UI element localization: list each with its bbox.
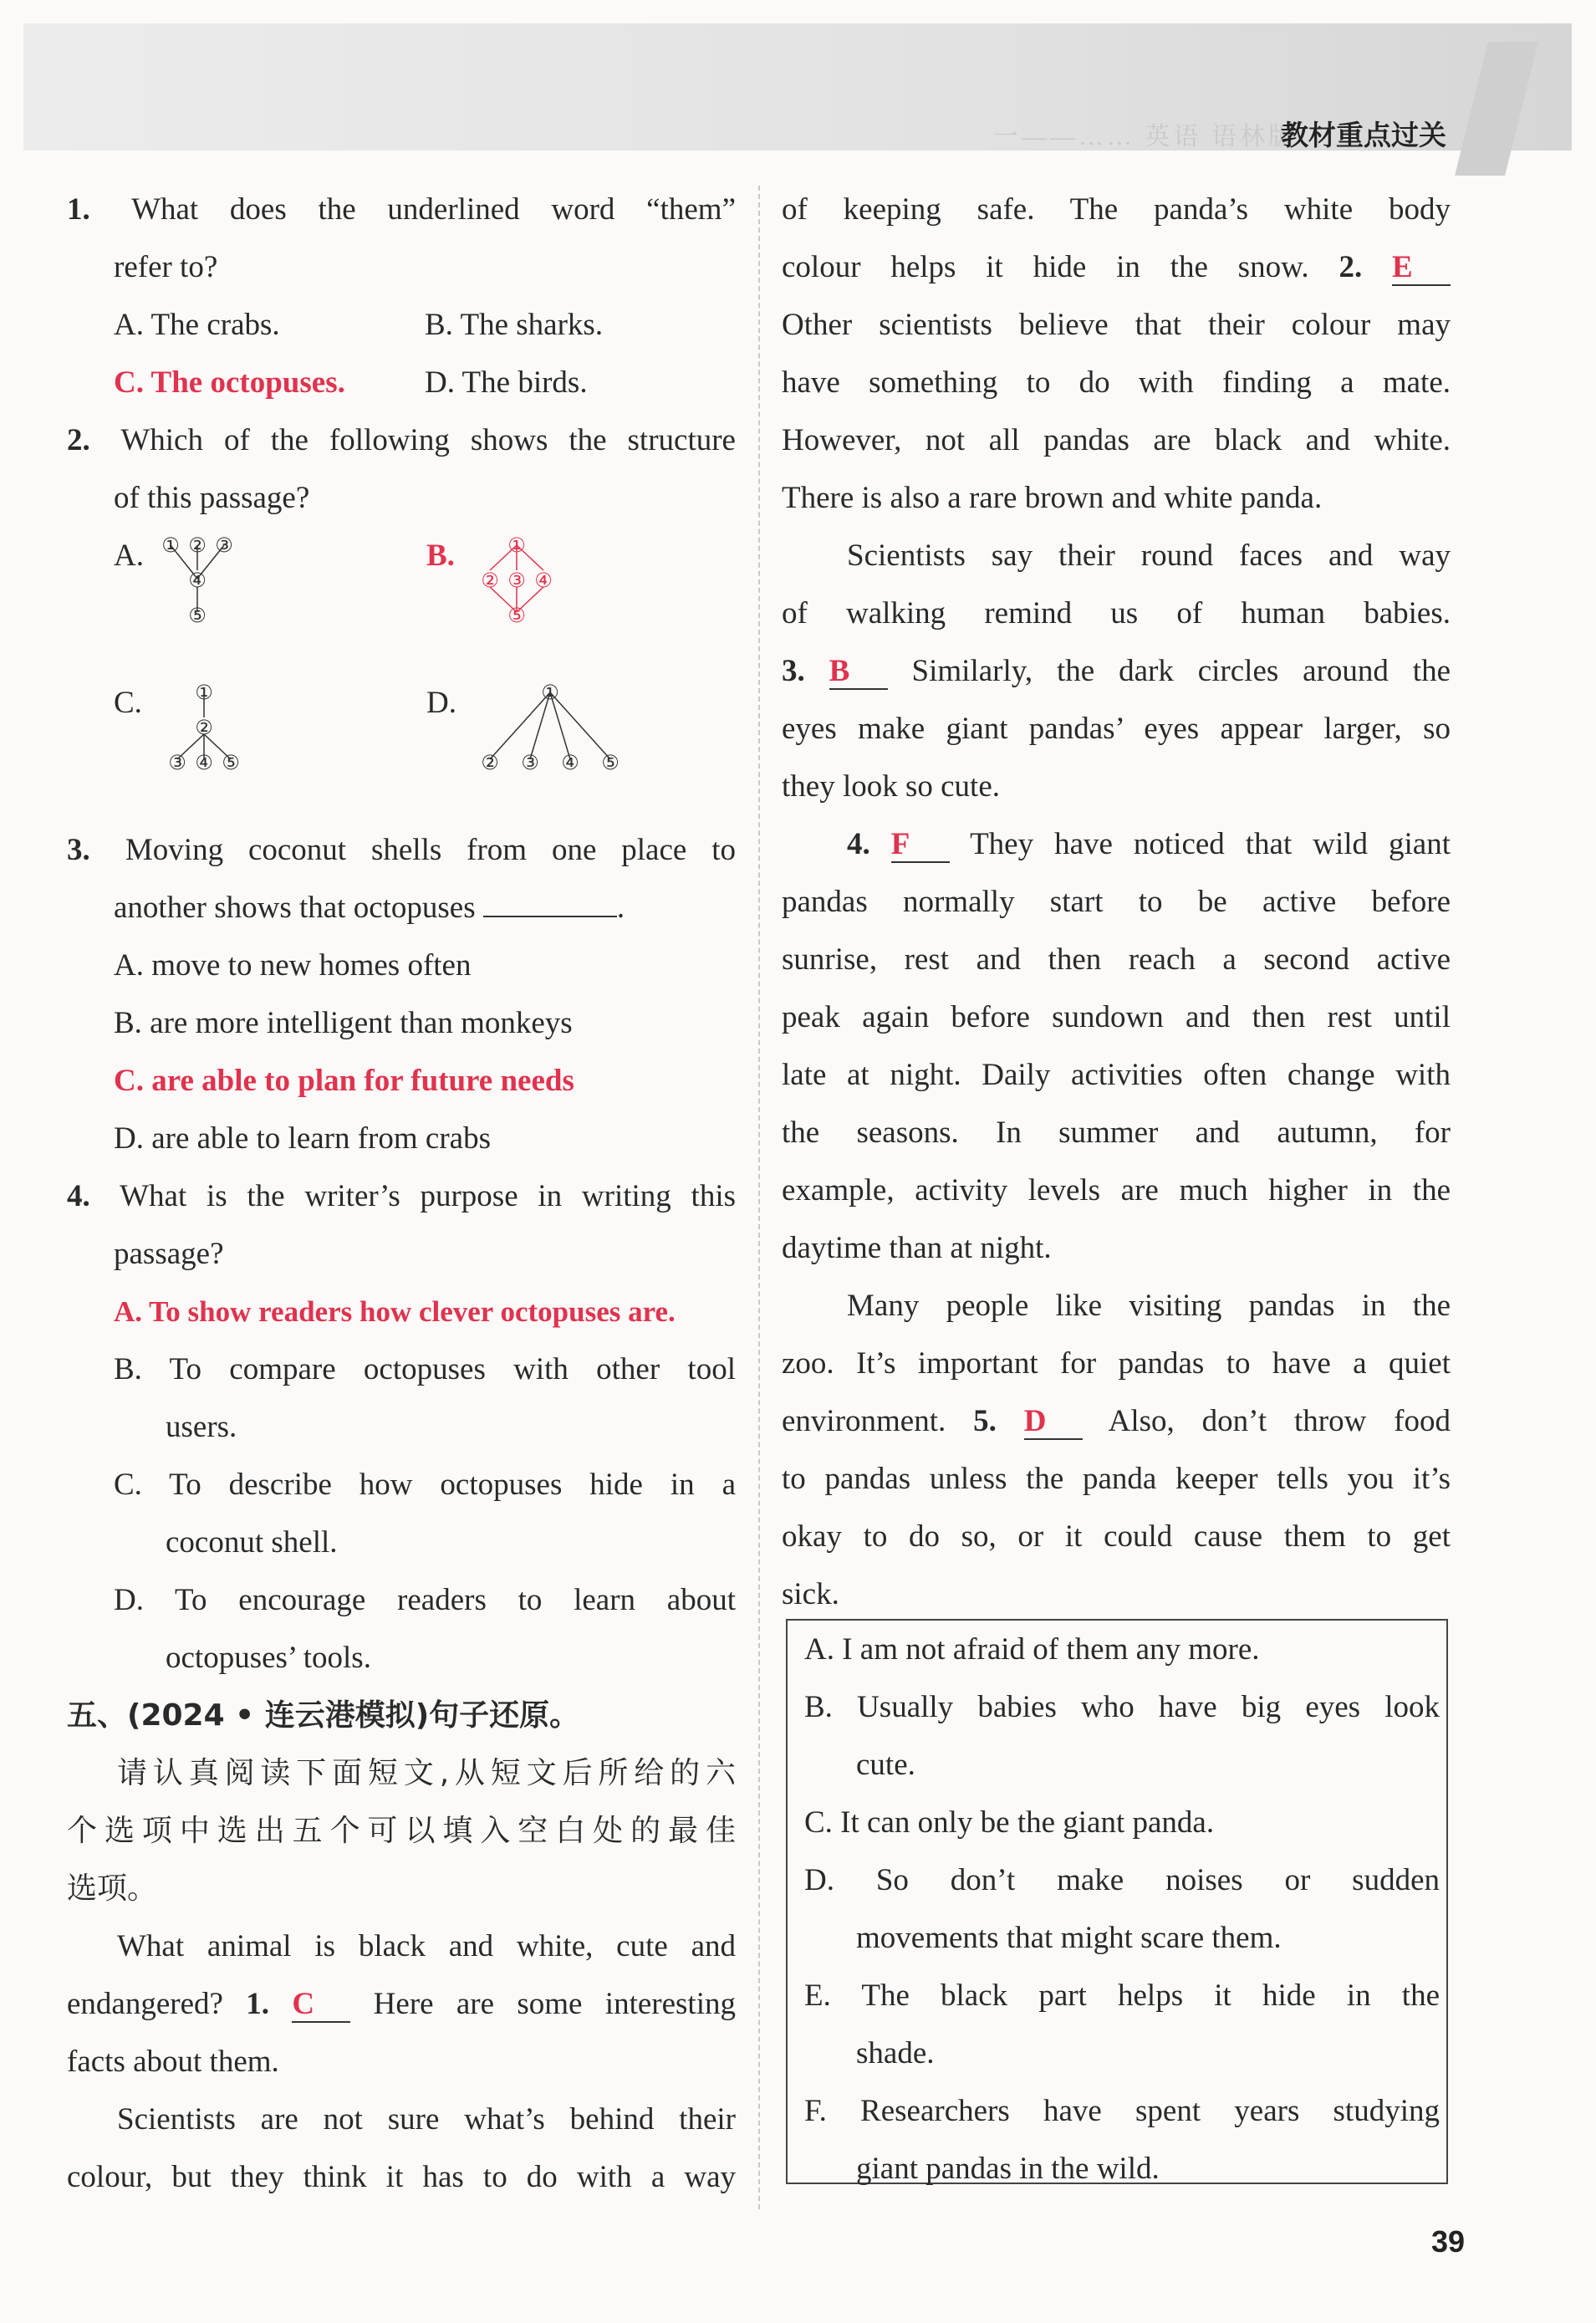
q1-stem: 1. What does the underlined word “them” xyxy=(67,192,736,227)
q4-option-c[interactable]: C. To describe how octopuses hide in a xyxy=(114,1468,736,1502)
q4-option-a-answer[interactable]: A. To show readers how clever octopuses are. xyxy=(114,1295,676,1328)
passage-p5-line6: sick. xyxy=(782,1577,839,1611)
passage-p3-line4: eyes make giant pandas’ eyes appear larger, so xyxy=(782,712,1451,746)
passage-p2c-line6: There is also a rare brown and white panda. xyxy=(782,481,1323,515)
box-option-f[interactable]: F. Researchers have spent years studying xyxy=(804,2094,1440,2128)
q2d-node-1: ① xyxy=(541,681,559,704)
box-option-b-cont: cute. xyxy=(856,1748,915,1782)
q3-option-c-answer[interactable]: C. are able to plan for future needs xyxy=(114,1064,574,1098)
passage-p2c-line4: have something to do with finding a mate. xyxy=(782,365,1451,400)
q2-diagram-d xyxy=(465,674,624,821)
passage-p3-line2: of walking remind us of human babies. xyxy=(782,596,1451,631)
q2-option-a[interactable]: A. xyxy=(114,539,144,573)
box-option-d[interactable]: D. So don’t make noises or sudden xyxy=(804,1863,1440,1897)
q2-diagram-c xyxy=(159,674,276,821)
passage-p3-line5: they look so cute. xyxy=(782,769,1001,804)
q3-option-d[interactable]: D. are able to learn from crabs xyxy=(114,1121,491,1156)
passage-p2c-line5: However, not all pandas are black and white. xyxy=(782,423,1451,457)
q2d-node-4: ④ xyxy=(561,751,579,774)
q2-stem-cont: of this passage? xyxy=(114,481,310,515)
header-title: 教材重点过关 xyxy=(1281,119,1446,151)
q2d-node-5: ⑤ xyxy=(601,751,620,774)
q3-stem: 3. Moving coconut shells from one place to xyxy=(67,833,736,867)
blank-5[interactable]: D xyxy=(1024,1405,1083,1440)
blank-1[interactable]: C xyxy=(292,1988,350,2023)
passage-p4-line1: 4. F They have noticed that wild giant xyxy=(847,827,1451,861)
q2-option-b-answer[interactable]: B. xyxy=(426,539,455,573)
q1-stem-cont: refer to? xyxy=(114,250,218,284)
box-option-c[interactable]: C. It can only be the giant panda. xyxy=(804,1805,1215,1840)
q4-option-b[interactable]: B. To compare octopuses with other tool xyxy=(114,1352,736,1386)
passage-p2-line2: colour, but they think it has to do with a way xyxy=(67,2160,736,2194)
page-header xyxy=(23,23,1572,151)
section5-title: 五、(2024 • 连云港模拟)句子还原。 xyxy=(67,1698,580,1733)
passage-p3-line3: 3. B Similarly, the dark circles around the xyxy=(782,654,1451,688)
passage-p5-line5: okay to do so, or it could cause them to get xyxy=(782,1519,1451,1554)
passage-p4-line4: peak again before sundown and then rest until xyxy=(782,1000,1451,1034)
column-divider xyxy=(758,186,760,2209)
q2b-node-5: ⑤ xyxy=(507,604,526,627)
q2-diagrams-cd xyxy=(67,674,736,821)
q2-option-d[interactable]: D. xyxy=(426,686,456,720)
q2a-node-5: ⑤ xyxy=(188,604,207,627)
passage-p4-line7: example, activity levels are much higher in the xyxy=(782,1173,1451,1207)
box-option-f-cont: giant pandas in the wild. xyxy=(856,2152,1160,2186)
q2a-node-1: ① xyxy=(161,534,180,557)
blank-2[interactable]: E xyxy=(1392,251,1451,286)
passage-p1-line3: facts about them. xyxy=(67,2045,279,2079)
q2-diagram-b xyxy=(465,527,582,674)
q1-options-cd xyxy=(67,354,736,411)
q2c-node-5: ⑤ xyxy=(222,751,240,774)
q1-option-d[interactable]: D. The birds. xyxy=(425,365,588,400)
passage-p4-line8: daytime than at night. xyxy=(782,1231,1052,1265)
passage-p1-line1: What animal is black and white, cute and xyxy=(117,1929,736,1963)
q2-option-c[interactable]: C. xyxy=(114,686,142,720)
q2d-node-3: ③ xyxy=(521,751,539,774)
q4-option-d[interactable]: D. To encourage readers to learn about xyxy=(114,1583,736,1617)
passage-p1-line2: endangered? 1. C Here are some interesting xyxy=(67,1987,736,2021)
q1-option-c-answer[interactable]: C. The octopuses. xyxy=(114,365,345,400)
passage-p5-line2: zoo. It’s important for pandas to have a quiet xyxy=(782,1346,1451,1381)
header-stripe xyxy=(1455,42,1538,176)
blank-3[interactable]: B xyxy=(829,655,888,690)
q4-option-b-cont: users. xyxy=(166,1410,237,1444)
q2a-node-4: ④ xyxy=(188,569,207,592)
right-column xyxy=(782,181,1451,1623)
q3-blank[interactable] xyxy=(483,916,617,917)
q3-option-b[interactable]: B. are more intelligent than monkeys xyxy=(114,1006,573,1040)
q2c-node-3: ③ xyxy=(168,751,186,774)
passage-p2-line1: Scientists are not sure what’s behind their xyxy=(117,2102,736,2137)
q2-diagrams-ab xyxy=(67,527,736,674)
q2c-node-1: ① xyxy=(195,681,213,704)
section5-instruction-2: 个选项中选出五个可以填入空白处的最佳 xyxy=(67,1814,736,1848)
box-option-e[interactable]: E. The black part helps it hide in the xyxy=(804,1978,1440,2013)
q2b-node-3: ③ xyxy=(507,569,526,592)
box-option-d-cont: movements that might scare them. xyxy=(856,1921,1282,1955)
q2a-node-2: ② xyxy=(188,534,207,557)
q1-option-b[interactable]: B. The sharks. xyxy=(425,308,604,342)
q2c-node-2: ② xyxy=(195,716,213,739)
q2b-node-4: ④ xyxy=(534,569,553,592)
q2c-node-4: ④ xyxy=(195,751,213,774)
q2-diagram-a xyxy=(159,527,259,674)
q2b-node-1: ① xyxy=(507,534,526,557)
q4-option-c-cont: coconut shell. xyxy=(166,1525,338,1560)
q3-option-a[interactable]: A. move to new homes often xyxy=(114,948,472,983)
q1-option-a[interactable]: A. The crabs. xyxy=(114,308,280,342)
passage-p4-line6: the seasons. In summer and autumn, for xyxy=(782,1116,1451,1150)
q2b-node-2: ② xyxy=(481,569,499,592)
passage-p4-line5: late at night. Daily activities often change with xyxy=(782,1058,1451,1092)
q4-stem-cont: passage? xyxy=(114,1237,224,1271)
left-column xyxy=(67,181,736,2206)
passage-p2c-line2: colour helps it hide in the snow. 2. E xyxy=(782,238,1451,296)
q2a-node-3: ③ xyxy=(215,534,233,557)
section5-instruction-3: 选项。 xyxy=(67,1871,158,1906)
passage-p5-line3: environment. 5. D Also, don’t throw food xyxy=(782,1404,1451,1438)
box-option-a[interactable]: A. I am not afraid of them any more. xyxy=(804,1632,1260,1667)
q1-options-ab xyxy=(67,296,736,354)
q2-stem: 2. Which of the following shows the structure xyxy=(67,423,736,457)
section5-instruction-1: 请认真阅读下面短文,从短文后所给的六 xyxy=(117,1756,736,1790)
blank-4[interactable]: F xyxy=(891,828,950,863)
q2d-node-2: ② xyxy=(481,751,499,774)
passage-p5-line4: to pandas unless the panda keeper tells you it’s xyxy=(782,1462,1451,1496)
q4-stem: 4. What is the writer’s purpose in writing this xyxy=(67,1179,736,1213)
options-box xyxy=(786,1619,1448,2184)
passage-p4-line2: pandas normally start to be active before xyxy=(782,885,1451,919)
q3-stem-cont: another shows that octopuses . xyxy=(114,891,625,925)
passage-p4-line3: sunrise, rest and then reach a second active xyxy=(782,942,1451,977)
passage-p2c-line1: of keeping safe. The panda’s white body xyxy=(782,192,1451,227)
q4-option-d-cont: octopuses’ tools. xyxy=(166,1641,371,1675)
passage-p3-line1: Scientists say their round faces and way xyxy=(847,539,1451,573)
passage-p5-line1: Many people like visiting pandas in the xyxy=(847,1289,1451,1323)
box-option-e-cont: shade. xyxy=(856,2036,935,2070)
page-number: 39 xyxy=(1431,2224,1466,2259)
header-faint-text: 一——…… 英语 语林版 xyxy=(993,123,1297,151)
box-option-b[interactable]: B. Usually babies who have big eyes look xyxy=(804,1690,1440,1724)
passage-p2c-line3: Other scientists believe that their colour may xyxy=(782,308,1451,342)
